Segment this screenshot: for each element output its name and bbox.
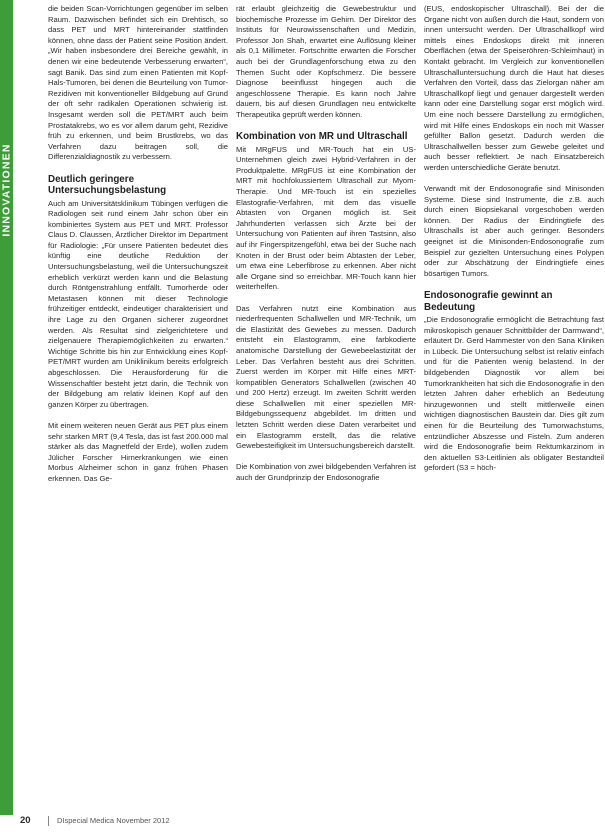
section-heading: Deutlich geringere Untersuchungsbelastung: [48, 173, 167, 196]
body-paragraph: rät erlaubt gleichzeitig die Gewebestruktur und biochemische Prozesse im Gehirn. Der Direktor des Instituts für Neurowissenschaften und Medizin, Professor Jon Shah, erwartet eine Auflösung kleiner als 0,1 Millimeter. Fortschritte erwarten die Forscher auch bei der Grundlagenforschung etwa zu den Themen Sucht oder Kopfschmerz. Die bessere Diagnose beeinflusst hingegen auch die angeschlossene Therapie. Es kann noch Jahre dauern, bis auf diesen Grundlagen neu entwickelte Therapeutika geprüft werden können.: [236, 4, 416, 119]
text-column-2: [236, 4, 416, 494]
section-heading: Kombination von MR und Ultraschall: [236, 131, 408, 143]
body-paragraph: Das Verfahren nutzt eine Kombination aus niederfrequenten Schallwellen und MR-Technik, um die Elastizität des Gewebes zu messen. Dadurch entsteht ein Elastogramm, eine farbkodierte anatomische Darstellung der Gewebeelastizität der Leber. Das Verfahren besteht aus drei Schritten. Zuerst werden im Körper mit Hilfe eines MRT-kompatiblen Generators Schallwellen (zwischen 40 und 200 Hertz) erzeugt. Im zweiten Schritt werden diese Schallwellen mit einer speziellen MR-Bildgebungssequenz abgebildet. Im dritten und letzten Schritt werden diese Daten verarbeitet und ein Elastogramm erstellt, das die relative Gewebesteifigkeit im Untersuchungsbereich darstellt.: [236, 303, 416, 451]
body-paragraph: Mit einem weiteren neuen Gerät aus PET plus einem sehr starken MRT (9,4 Tesla, das ist fast 200.000 mal stärker als das Magnetfeld der Erde), wollen zudem Jülicher Forscher Hirnerkrankungen wie einen Morbus Alzheimer schon in ganz frühen Phasen erkennen. Das Ge-: [48, 420, 228, 483]
section-label: INNOVATIONEN: [0, 143, 13, 237]
section-label-container: [0, 120, 13, 260]
publication-name: DIspecial Medica November 2012: [57, 816, 170, 825]
body-paragraph: Mit MRgFUS und MR-Touch hat ein US-Unternehmen gleich zwei Hybrid-Verfahren in der Produktpalette. MRgFUS ist eine Kombination der MRT mit hochfokussiertem Ultraschall zur Myom-Therapie. Und MR-Touch ist ein spezielles Elastografie-Verfahren, mit dem das visuelle Abtasten von Organen möglich ist. Seit Jahrhunderten verlassen sich Ärzte bei der Untersuchung von Patienten auf ihren Tastsinn, also auf ihr Fingerspitzengefühl, etwa bei der Suche nach Knoten in der Brust oder beim Abtasten der Leber, um etwa eine Leberfibrose zu erkennen. Aber nicht alle Organe sind so erreichbar. MR-Touch kann hier weiterhelfen.: [236, 144, 416, 292]
body-paragraph: Auch am Universitätsklinikum Tübingen verfügen die Radiologen seit rund einem Jahr schon über ein kombiniertes System aus PET und MRT. Professor Claus D. Claussen, Ärztlicher Direktor im Department für Radiologie: „Für unsere Patienten bedeutet dies künftig eine deutliche Reduktion der Untersuchungsbelastung, weil die Untersuchungszeit erheblich verkürzt werden kann und die Belastung durch Röntgenstrahlung entfällt. Tumorherde oder Metastasen können mit dieser Technologie frühzeitiger entdeckt, eindeutiger charakterisiert und ihre Lage zu den Organen sicherer zugeordnet werden. Als Resultat sind zielgerichtetere und zielgenauere Therapiemöglichkeiten zu erwarten.“ Wichtige Schritte bis hin zur Entwicklung eines Kopf-PET/MRT wurden am Uniklinikum bereits erfolgreich abgeschlossen. Die Herausforderung für die Wissenschaftler besteht jetzt darin, die Technik von der Bildgebung am relativ kleinen Kopf auf den ganzen Körper zu übertragen.: [48, 198, 228, 409]
page-number: 20: [20, 815, 31, 826]
section-heading: Endosonografie gewinnt an Bedeutung: [424, 290, 553, 313]
body-paragraph: die beiden Scan-Vorrichtungen gegenüber im selben Raum. Dazwischen befindet sich ein Drehtisch, so dass PET und MRT hintereinander stattfinden können, ohne dass der Patient seine Position ändert. „Wir haben insbesondere drei Bereiche gewählt, in denen wir eine bedeutende Verbesserung erwarten“, sagt Banik. Das sind zum einen Patienten mit Kopf-Hals-Tumoren, bei denen die Beurteilung von Tumor-Rezidiven mit konventioneller Bildgebung auf Grund der oft sehr radikalen Operationen schwierig ist. Insgesamt werden soll die PET/MRT auch beim Prostatakrebs, wo es vor allem darum geht, Rezidive früh zu erkennen, und beim Brustkrebs, wo das Verfahren dazu beitragen soll, die Differenzialdiagnostik zu verbessern.: [48, 4, 228, 162]
text-column-1: [48, 4, 228, 495]
body-paragraph: „Die Endosonografie ermöglicht die Betrachtung fast mikroskopisch genauer Schnittbilder der Darmwand“, erläutert Dr. Gerd Hammester von den Sana Kliniken in Lübeck. Die Untersuchung selbst ist relativ einfach und für die Patienten wenig belastend. In der bildgebenden Diagnostik vor allem bei Tumorkrankheiten hat sich die Endosonografie in den letzten Jahren daher erheblich an Bedeutung hinzugewonnen und stellt mittlerweile einen wichtigen diagnostischen Baustein dar. Dies gilt zum einen für die Beurteilung des Tumorwachstums, entzündlicher Abszesse und Fisteln. Zum anderen wird die Endosonografie beim Rektumkarzinom in den aktuellen S3-Leitlinien als obligater Bestandteil gefordert (S3 = höch-: [424, 315, 604, 473]
page-footer: [0, 815, 605, 833]
body-paragraph: (EUS, endoskopischer Ultraschall). Bei der die Organe nicht von außen durch die Haut, sondern von innen untersucht werden. Der Ultraschallkopf wird mittels eines Endoskops direkt mit inneren Oberflächen (etwa der Speiseröhren-Schleimhaut) in Kontakt gebracht. Im Vergleich zur konventionellen Ultraschalluntersuchung durch die Haut hat dieses Verfahren den Vorteil, dass das Zielorgan näher am Ultraschallkopf liegt und genauer dargestellt werden kann oder eine Darstellung sogar erst möglich wird. Um eine noch bessere Darstellung zu ermöglichen, wird mit Hilfe eines Endoskops ein noch mit Wasser gefüllter Ballon gesetzt. Dadurch werden die Ultraschallwellen besser zum Gewebe geleitet und auch besser reflektiert. Je nach Einsatzbereich werden unterschiedliche Geräte benutzt.: [424, 4, 604, 172]
text-column-3: [424, 4, 604, 485]
body-paragraph: Die Kombination von zwei bildgebenden Verfahren ist auch der Grundprinzip der Endosonografie: [236, 462, 416, 483]
footer-divider: [48, 816, 49, 826]
body-paragraph: Verwandt mit der Endosonografie sind Minisonden Systeme. Diese sind Instrumente, die z.B. auch durch einen Biopsiekanal vorgeschoben werden können. Der Radius der Eindringtiefe des Ultraschalls ist aber auch geringer. Besonders geeignet ist die Minisonden-Endosonografie zum Beispiel zur gezielten Untersuchung eines Polypen oder zur Abschätzung der Eindringtiefe eines bösartigen Tumors.: [424, 184, 604, 278]
